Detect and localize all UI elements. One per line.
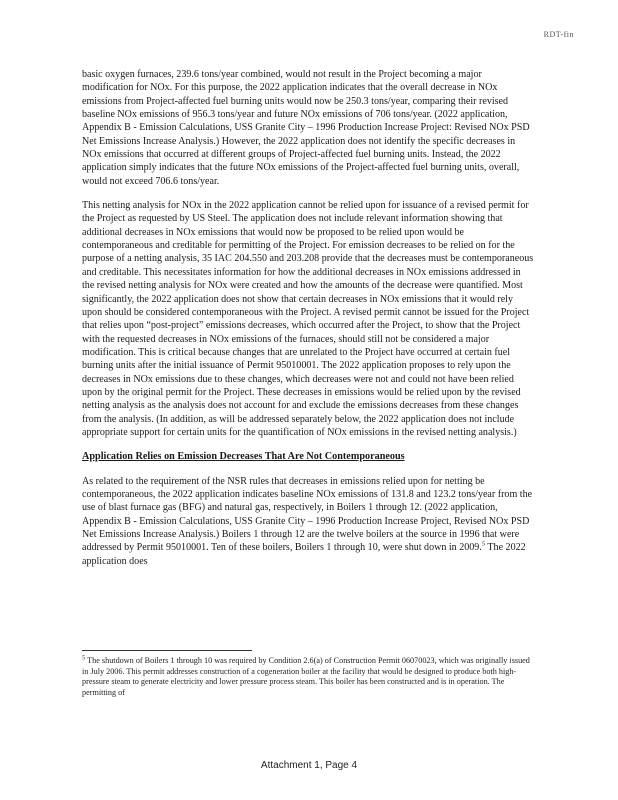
footnote-number: 5 [82, 654, 86, 662]
paragraph-contemporaneous [82, 475, 534, 568]
footnote [82, 656, 534, 698]
body-text [82, 68, 534, 579]
paragraph-contemporaneous-text: As related to the requirement of the NSR rules that decreases in emissions relied upon for netting be contemporaneous, the 2022 application indicates baseline NOx emissions of 131.8 and 123.2 tons/year from the use of blast furnace gas (BFG) and natural gas, respectively, in Boilers 1 through 12. (2022 application, Appendix B - Emission Calculations, USS Granite City – 1996 Production Increase Project, Revised NOx PSD Net Emissions Increase Analysis.) Boilers 1 through 12 are the twelve boilers at the source in 1996 that were addressed by Permit 95010001. Ten of these boilers, Boilers 1 through 10, were shut down in 2009. [82, 475, 533, 554]
footnote-reference: 5 [481, 541, 486, 548]
section-heading: Application Relies on Emission Decreases That Are Not Contemporaneous [82, 451, 405, 463]
paragraph-netting-summary: basic oxygen furnaces, 239.6 tons/year combined, would not result in the Project becoming a major modification for NOx. For this purpose, the 2022 application indicates that the overall decrease in NOx emissions from Project-affected fuel burning units would now be 250.3 tons/year, comparing their revised baseline NOx emissions of 956.3 tons/year and future NOx emissions of 706 tons/year. (2022 application, Appendix B - Emission Calculations, USS Granite City – 1996 Production Increase Project: Revised NOx PSD Net Emissions Increase Analysis.) However, the 2022 application does not identify the specific decreases in NOx emissions that occurred at different groups of Project-affected fuel burning units. Instead, the 2022 application simply indicates that the future NOx emissions of the Project-affected fuel burning units, overall, would not exceed 706.6 tons/year. [82, 69, 530, 187]
paragraph-netting-analysis: This netting analysis for NOx in the 2022 application cannot be relied upon for issuance of a revised permit for the Project as requested by US Steel. The application does not include relevant information showing that additional decreases in NOx emissions that would now be proposed to be relied upon would be contemporaneous and creditable for permitting of the Project. For emission decreases to be relied on for the purpose of a netting analysis, 35 IAC 204.550 and 203.208 provide that the decreases must be contemporaneous and creditable. This necessitates information for how the additional decreases in NOx emissions addressed in the revised netting analysis for NOx were created and how the amounts of the decrease were quantified. Most significantly, the 2022 application does not show that certain decreases in NOx emissions that it would rely upon should be considered contemporaneous with the Project. A revised permit cannot be issued for the Project that relies upon “post-project” emissions decreases, which occurred after the Project, to show that the Project with the requested decreases in NOx emissions of the furnaces, should still not be considered a major modification. This is critical because changes that are unrelated to the Project have occurred at certain fuel burning units after the initial issuance of Permit 95010001. The 2022 application proposes to rely upon the decreases in NOx emissions due to these changes, which decreases were not and could not have been relied upon by the original permit for the Project. These decreases in emissions would be relied upon by the revised netting analysis as the analysis does not account for and exclude the emissions decreases from these changes from the analysis. (In addition, as will be addressed separately below, the 2022 application does not include appropriate support for certain units for the quantification of NOx emissions in the revised netting analysis.) [82, 200, 534, 438]
page-footer: Attachment 1, Page 4 [260, 760, 358, 771]
footnote-text: The shutdown of Boilers 1 through 10 was required by Condition 2.6(a) of Construction Permit 06070023, which was originally issued in July 2006. This permit addresses construction of a cogeneration boiler at the facility that would be designed to produce both high-pressure steam to generate electricity and lower pressure process steam. This boiler has been constructed and is in operation. The permitting of [82, 656, 530, 697]
footnote-divider [82, 650, 252, 651]
paragraph-contemporaneous-continuation: The 2022 application does [82, 542, 526, 567]
document-code: RDT-fin [543, 30, 574, 39]
